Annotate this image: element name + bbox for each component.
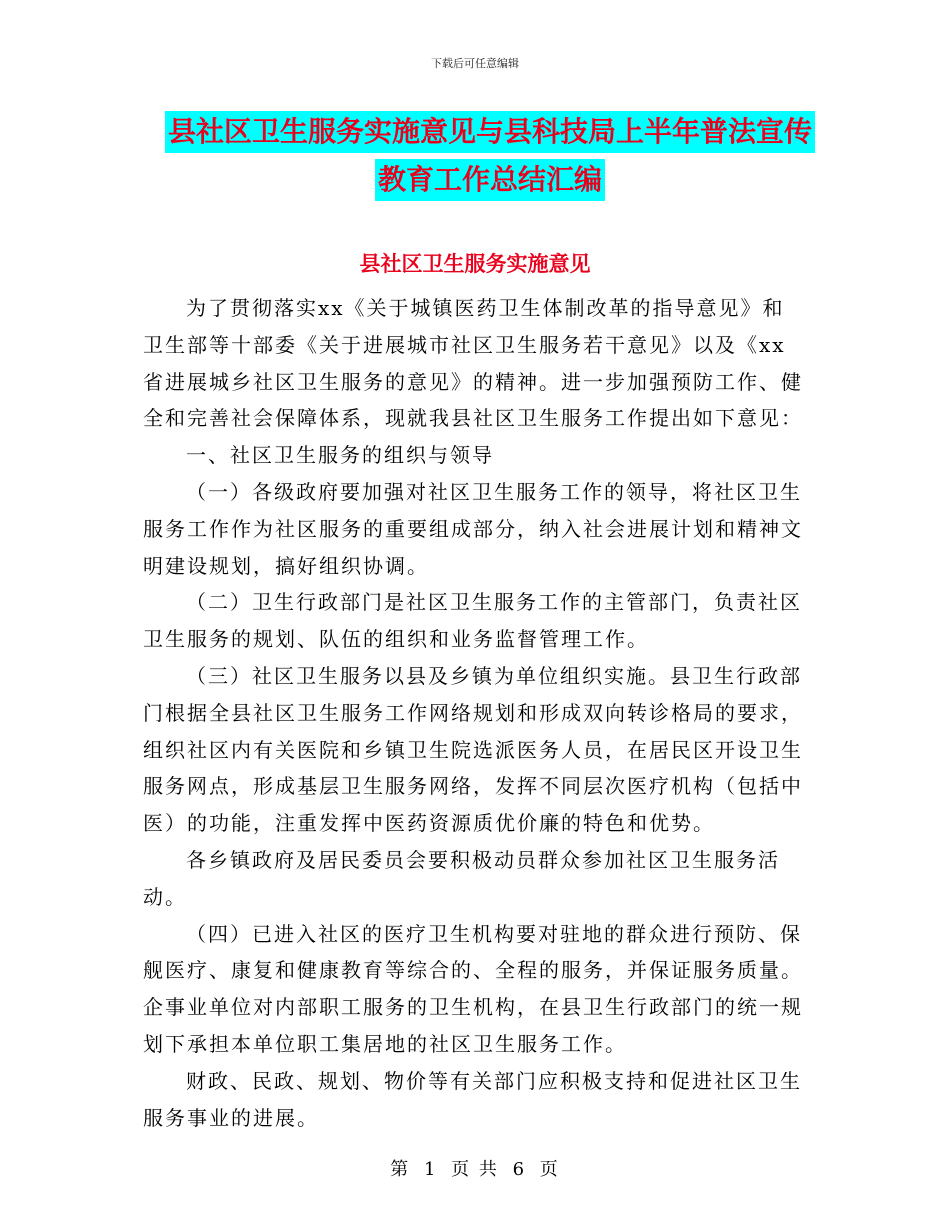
page-footer <box>0 1155 950 1181</box>
paragraph-item-2: （二）卫生行政部门是社区卫生服务工作的主管部门，负责社区卫生服务的规划、队伍的组织和业务监督管理工作。 <box>143 590 802 652</box>
footer-page-number: 1 <box>423 1159 438 1180</box>
document-title-line-1: 县社区卫生服务实施意见与县科技局上半年普法宣传 <box>165 111 815 153</box>
header-note: 下载后可任意编辑 <box>431 57 519 70</box>
paragraph-item-1: （一）各级政府要加强对社区卫生服务工作的领导，将社区卫生服务工作作为社区服务的重要组成部分，纳入社会进展计划和精神文明建设规划，搞好组织协调。 <box>143 479 803 578</box>
paragraph-townships: 各乡镇政府及居民委员会要积极动员群众参加社区卫生服务活动。 <box>143 847 780 909</box>
paragraph-departments: 财政、民政、规划、物价等有关部门应积极支持和促进社区卫生服务事业的进展。 <box>143 1068 802 1130</box>
footer-total-pages: 6 <box>512 1159 527 1180</box>
section-title: 县社区卫生服务实施意见 <box>359 252 591 276</box>
footer-prefix: 第 <box>390 1159 411 1180</box>
document-title <box>140 108 840 204</box>
paragraph-intro: 为了贯彻落实xx《关于城镇医药卫生体制改革的指导意见》和卫生部等十部委《关于进展城市社区卫生服务若干意见》以及《xx省进展城乡社区卫生服务的意见》的精神。进一步加强预防工作、健全和完善社会保障体系，现就我县社区卫生服务工作提出如下意见： <box>143 296 803 431</box>
paragraph-item-4: （四）已进入社区的医疗卫生机构要对驻地的群众进行预防、保舰医疗、康复和健康教育等综合的、全程的服务，并保证服务质量。企事业单位对内部职工服务的卫生机构，在县卫生行政部门的统一规划下承担本单位职工集居地的社区卫生服务工作。 <box>143 921 803 1056</box>
footer-suffix: 页 <box>539 1159 560 1180</box>
footer-middle: 页 共 <box>451 1159 499 1180</box>
document-body <box>143 290 805 1136</box>
paragraph-item-3: （三）社区卫生服务以县及乡镇为单位组织实施。县卫生行政部门根据全县社区卫生服务工作网络规划和形成双向转诊格局的要求，组织社区内有关医院和乡镇卫生院选派医务人员，在居民区开设卫生服务网点，形成基层卫生服务网络，发挥不同层次医疗机构（包括中医）的功能，注重发挥中医药资源质优价廉的特色和优势。 <box>143 663 803 836</box>
paragraph-heading-1: 一、社区卫生服务的组织与领导 <box>186 443 494 468</box>
document-title-line-2: 教育工作总结汇编 <box>375 159 605 201</box>
